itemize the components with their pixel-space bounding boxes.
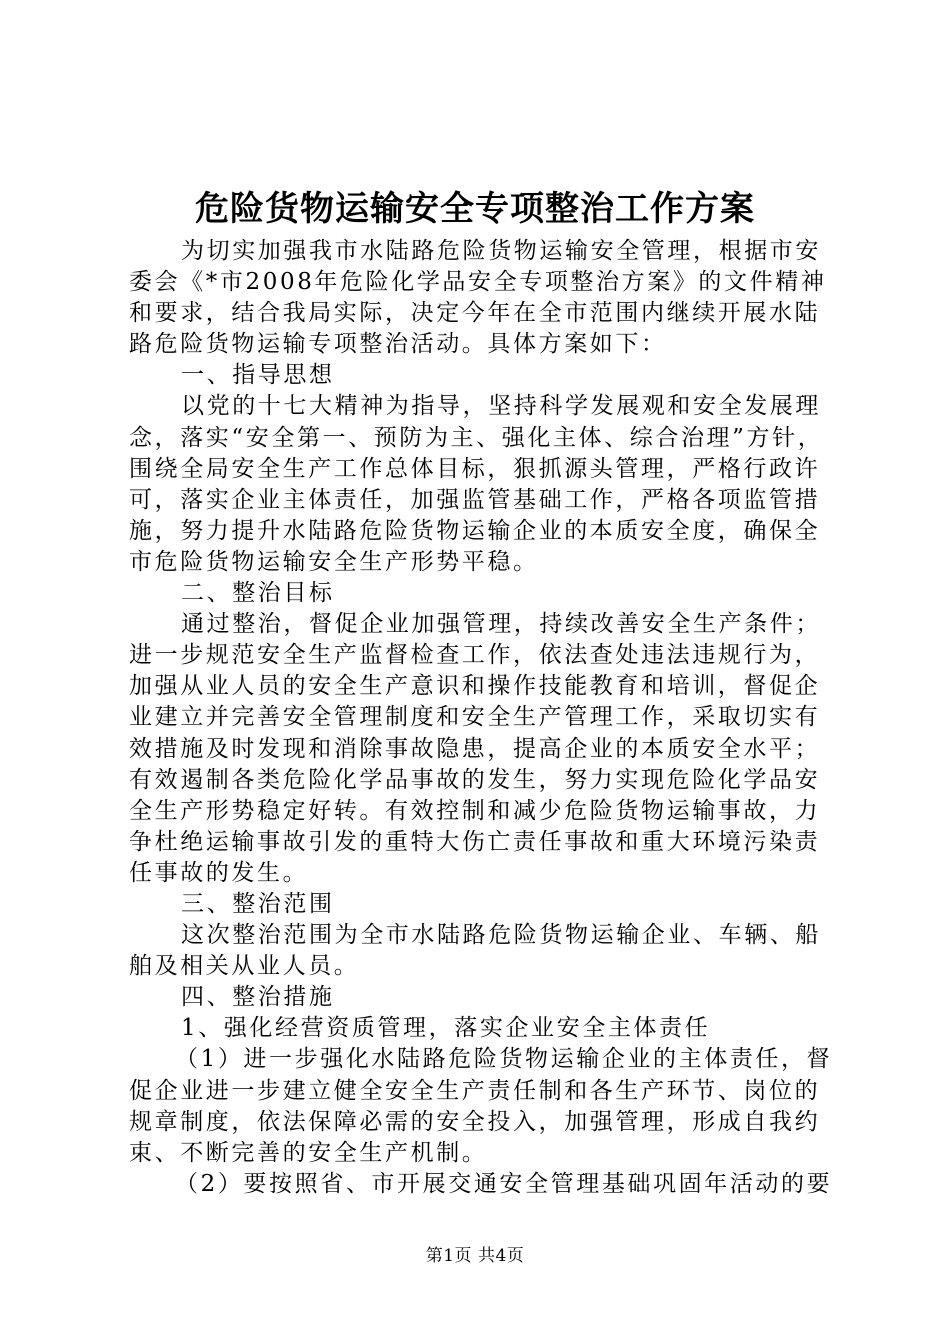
paragraph-line: 为切实加强我市水陆路危险货物运输安全管理，根据市安 bbox=[181, 238, 821, 264]
paragraph-line: 路危险货物运输专项整治活动。具体方案如下： bbox=[129, 331, 667, 358]
section-heading: 三、整治范围 bbox=[181, 890, 335, 917]
paragraph-line: 以党的十七大精神为指导，坚持科学发展观和安全发展理 bbox=[181, 393, 821, 420]
paragraph-line: 和要求，结合我局实际，决定今年在全市范围内继续开展水陆 bbox=[129, 300, 821, 327]
document-body bbox=[129, 236, 833, 1200]
page-number-footer: 第1页 共4页 bbox=[425, 1246, 525, 1266]
paragraph-line: 规章制度，依法保障必需的安全投入，加强管理，形成自我约 bbox=[129, 1108, 821, 1135]
paragraph-line: 争杜绝运输事故引发的重特大伤亡责任事故和重大环境污染责 bbox=[129, 828, 821, 855]
paragraph-line: 这次整治范围为全市水陆路危险货物运输企业、车辆、船 bbox=[181, 922, 821, 949]
paragraph-line: 任事故的发生。 bbox=[129, 859, 309, 886]
section-heading: 一、指导思想 bbox=[181, 362, 335, 389]
paragraph-line: 通过整治，督促企业加强管理，持续改善安全生产条件； bbox=[181, 611, 821, 638]
paragraph-line: 束、不断完善的安全生产机制。 bbox=[129, 1139, 488, 1166]
paragraph-line: 市危险货物运输安全生产形势平稳。 bbox=[129, 548, 539, 575]
paragraph-line: 可，落实企业主体责任，加强监管基础工作，严格各项监管措 bbox=[129, 486, 821, 513]
paragraph-line: 业建立并完善安全管理制度和安全生产管理工作，采取切实有 bbox=[129, 704, 821, 731]
paragraph-line: 加强从业人员的安全生产意识和操作技能教育和培训，督促企 bbox=[129, 673, 821, 700]
paragraph-line: 念，落实“安全第一、预防为主、强化主体、综合治理”方针， bbox=[129, 424, 824, 451]
paragraph-line: （2）要按照省、市开展交通安全管理基础巩固年活动的要 bbox=[175, 1170, 833, 1197]
paragraph-line: 效措施及时发现和消除事故隐患，提高企业的本质安全水平； bbox=[129, 735, 821, 762]
paragraph-line: 施，努力提升水陆路危险货物运输企业的本质安全度，确保全 bbox=[129, 517, 821, 544]
section-heading: 二、整治目标 bbox=[181, 580, 335, 607]
section-heading: 四、整治措施 bbox=[181, 984, 335, 1011]
paragraph-line: 有效遏制各类危险化学品事故的发生，努力实现危险化学品安 bbox=[129, 766, 821, 793]
paragraph-line: 围绕全局安全生产工作总体目标，狠抓源头管理，严格行政许 bbox=[129, 455, 821, 482]
subsection-heading: 1、强化经营资质管理，落实企业安全主体责任 bbox=[181, 1015, 711, 1042]
paragraph-line: 委会《*市2008年危险化学品安全专项整治方案》的文件精神 bbox=[129, 269, 827, 296]
paragraph-line: 全生产形势稳定好转。有效控制和减少危险货物运输事故，力 bbox=[129, 797, 821, 824]
document-title: 危险货物运输安全专项整治工作方案 bbox=[195, 189, 755, 229]
paragraph-line: 舶及相关从业人员。 bbox=[129, 953, 360, 980]
paragraph-line: 进一步规范安全生产监督检查工作，依法查处违法违规行为， bbox=[129, 642, 821, 669]
paragraph-line: （1）进一步强化水陆路危险货物运输企业的主体责任，督 bbox=[175, 1046, 833, 1073]
paragraph-line: 促企业进一步建立健全安全生产责任制和各生产环节、岗位的 bbox=[129, 1077, 821, 1104]
